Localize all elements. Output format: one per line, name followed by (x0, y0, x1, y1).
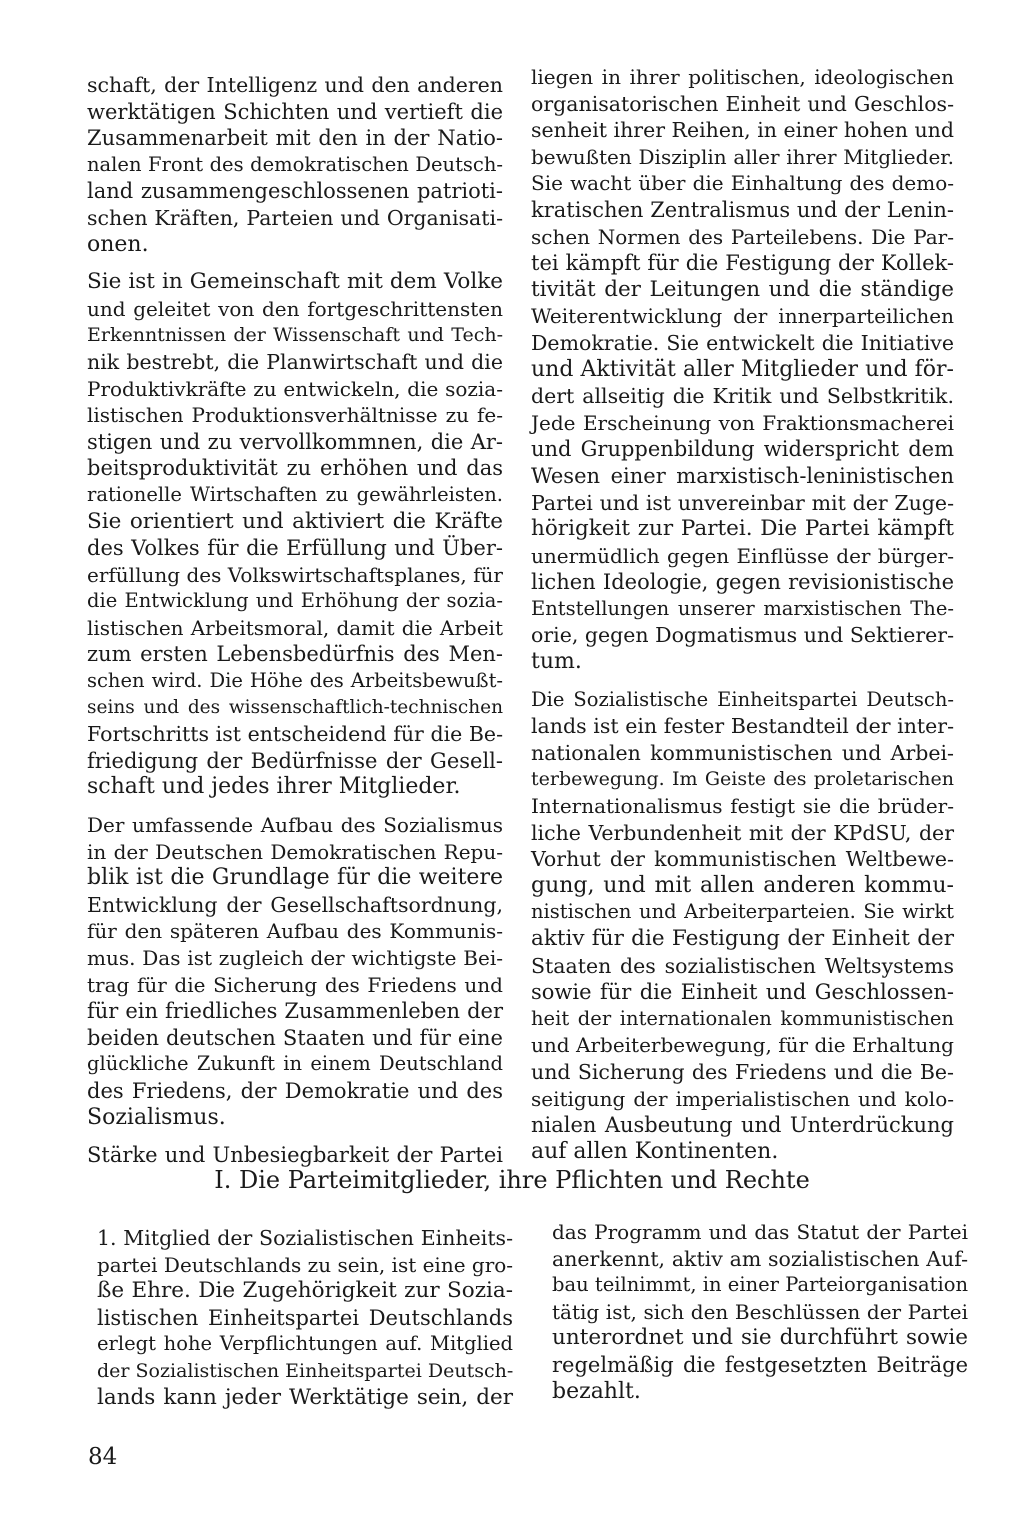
text-line: bewußten Disziplin aller ihrer Mitglieder. (531, 144, 954, 169)
text-line: das Programm und das Statut der Partei (552, 1220, 968, 1244)
text-line: bau teilnimmt, in einer Parteiorganisation (552, 1273, 968, 1297)
text-line: für den späteren Aufbau des Kommunis- (87, 919, 503, 944)
text-line: nationalen kommunistischen und Arbei- (531, 740, 954, 765)
text-line: Erkenntnissen der Wissenschaft und Tech- (87, 324, 503, 347)
text-line: friedigung der Bedürfnisse der Gesell- (87, 748, 503, 773)
text-line: der Sozialistischen Einheitspartei Deutsch- (97, 1359, 514, 1382)
text-line: Internationalismus festigt sie die brüder- (531, 794, 954, 819)
text-line: glückliche Zukunft in einem Deutschland (87, 1052, 503, 1076)
text-line: auf allen Kontinenten. (531, 1138, 779, 1164)
text-line: mus. Das ist zugleich der wichtigste Bei- (87, 946, 503, 970)
text-line: trag für die Sicherung des Friedens und (87, 972, 503, 997)
text-line: 1. Mitglied der Sozialistischen Einheits- (97, 1226, 513, 1250)
text-line: land zusammengeschlossenen patrioti- (87, 179, 503, 204)
text-line: Die Sozialistische Einheitspartei Deutsch- (531, 687, 954, 711)
text-line: schen wird. Die Höhe des Arbeitsbewußt- (87, 669, 503, 693)
text-line: Entstellungen unserer marxistischen The- (531, 596, 954, 620)
text-line: und Sicherung des Friedens und die Be- (531, 1059, 954, 1084)
text-line: beiden deutschen Staaten und für eine (87, 1025, 503, 1050)
text-line: unermüdlich gegen Einflüsse der bürger- (531, 543, 954, 568)
text-line: rationelle Wirtschaften zu gewährleisten. (87, 482, 503, 506)
text-line: orie, gegen Dogmatismus und Sektierer- (531, 623, 954, 648)
text-line: Zusammenarbeit mit den in der Natio- (87, 126, 503, 151)
text-line: erlegt hohe Verpflichtungen auf. Mitglied (97, 1332, 513, 1356)
text-line: und Aktivität aller Mitglieder und för- (531, 356, 954, 382)
text-line: werktätigen Schichten und vertieft die (87, 99, 503, 124)
text-line: Demokratie. Sie entwickelt die Initiative (531, 330, 954, 355)
text-line: tivität der Leitungen und die ständige (531, 276, 954, 302)
text-line: schaft und jedes ihrer Mitglieder. (87, 774, 461, 800)
text-line: sowie für die Einheit und Geschlossen- (531, 980, 954, 1005)
text-line: und Arbeiterbewegung, für die Erhaltung (531, 1033, 954, 1058)
lower-right-column (552, 1219, 968, 1405)
text-line: tätig ist, sich den Beschlüssen der Partei (552, 1299, 968, 1324)
text-line: in der Deutschen Demokratischen Repu- (87, 839, 503, 864)
text-line: des Volkes für die Erfüllung und Über- (87, 536, 503, 561)
text-line: Stärke und Unbesiegbarkeit der Partei (87, 1143, 503, 1168)
text-line: tei kämpft für die Festigung der Kollek- (531, 251, 954, 276)
text-line: Jede Erscheinung von Fraktionsmacherei (531, 410, 954, 435)
text-line: Partei und ist unvereinbar mit der Zuge- (531, 490, 954, 515)
text-line: lands kann jeder Werktätige sein, der (97, 1384, 513, 1410)
text-line: aktiv für die Festigung der Einheit der (531, 926, 954, 951)
lower-left-column (97, 1225, 513, 1411)
text-line: hörigkeit zur Partei. Die Partei kämpft (531, 516, 954, 542)
text-line: listischen Produktionsverhältnisse zu fe- (87, 403, 503, 428)
section-heading: I. Die Parteimitglieder, ihre Pflichten und Rechte (214, 1166, 810, 1194)
text-line: Wesen einer marxistisch-leninistischen (531, 463, 954, 488)
text-line: tum. (531, 649, 582, 675)
text-line: die Entwicklung und Erhöhung der sozia- (87, 589, 503, 613)
paragraph (552, 1219, 968, 1405)
upper-right-column (531, 64, 954, 1165)
text-line: lichen Ideologie, gegen revisionistische (531, 570, 954, 595)
upper-left-column (87, 72, 503, 1169)
text-line: listischen Einheitspartei Deutschlands (97, 1305, 513, 1330)
text-line: erfüllung des Volkswirtschaftsplanes, für (87, 562, 503, 587)
text-line: nik bestrebt, die Planwirtschaft und die (87, 349, 503, 374)
text-line: organisatorischen Einheit und Geschlos- (531, 91, 954, 116)
text-line: heit der internationalen kommunistischen (531, 1006, 954, 1030)
text-line: lands ist ein fester Bestandteil der inter- (531, 714, 954, 739)
text-line: beitsproduktivität zu erhöhen und das (87, 456, 503, 481)
text-line: Produktivkräfte zu entwickeln, die sozia- (87, 376, 503, 401)
text-line: zum ersten Lebensbedürfnis des Men- (87, 642, 503, 667)
paragraph (531, 687, 954, 1166)
text-line: anerkennt, aktiv am sozialistischen Auf- (552, 1246, 968, 1271)
text-line: Sozialismus. (87, 1104, 226, 1130)
text-line: des Friedens, der Demokratie und des (87, 1078, 503, 1103)
text-line: gung, und mit allen anderen kommu- (531, 872, 954, 898)
text-line: und Gruppenbildung widerspricht dem (531, 437, 954, 462)
text-line: schen Normen des Parteilebens. Die Par- (531, 224, 954, 249)
text-line: Sie wacht über die Einhaltung des demo- (531, 171, 954, 196)
text-line: schaft, der Intelligenz und den anderen (87, 73, 503, 97)
text-line: und geleitet von den fortgeschrittensten (87, 296, 503, 321)
page-number: 84 (88, 1444, 118, 1470)
paragraph (87, 269, 503, 801)
text-line: schen Kräften, Parteien und Organisati- (87, 205, 503, 230)
paragraph (87, 72, 503, 258)
text-line: nialen Ausbeutung und Unterdrückung (531, 1113, 954, 1138)
text-line: Vorhut der kommunistischen Weltbewe- (531, 847, 954, 872)
text-line: Fortschritts ist entscheidend für die Be- (87, 722, 503, 747)
text-line: listischen Arbeitsmoral, damit die Arbeit (87, 615, 503, 640)
paragraph (87, 812, 503, 1131)
text-line: seitigung der imperialistischen und kolo- (531, 1086, 954, 1111)
text-line: Staaten des sozialistischen Weltsystems (531, 953, 954, 978)
text-line: bezahlt. (552, 1378, 641, 1404)
text-line: partei Deutschlands zu sein, ist eine gro- (97, 1252, 514, 1277)
text-line: ße Ehre. Die Zugehörigkeit zur Sozia- (97, 1278, 513, 1304)
text-line: senheit ihrer Reihen, in einer hohen und (531, 118, 954, 143)
text-line: dert allseitig die Kritik und Selbstkritik. (531, 384, 954, 409)
text-line: terbewegung. Im Geiste des proletarischen (531, 768, 954, 791)
text-line: seins und des wissenschaftlich-technischen (87, 696, 503, 718)
paragraph (531, 64, 954, 676)
text-line: regelmäßig die festgesetzten Beiträge (552, 1352, 968, 1377)
text-line: liegen in ihrer politischen, ideologischen (531, 65, 954, 89)
text-line: Sie orientiert und aktiviert die Kräfte (87, 508, 503, 534)
text-line: Weiterentwicklung der innerparteilichen (531, 304, 954, 329)
text-line: kratischen Zentralismus und der Lenin- (531, 197, 954, 222)
paragraph (97, 1225, 513, 1411)
text-line: Der umfassende Aufbau des Sozialismus (87, 813, 503, 838)
text-line: für ein friedliches Zusammenleben der (87, 999, 503, 1024)
text-line: Entwicklung der Gesellschaftsordnung, (87, 892, 503, 917)
text-line: blik ist die Grundlage für die weitere (87, 865, 503, 891)
text-line: Sie ist in Gemeinschaft mit dem Volke (87, 269, 503, 295)
text-line: nistischen und Arbeiterparteien. Sie wirkt (531, 900, 954, 924)
text-line: onen. (87, 231, 149, 257)
text-line: stigen und zu vervollkommnen, die Ar- (87, 429, 503, 454)
text-line: liche Verbundenheit mit der KPdSU, der (531, 820, 954, 845)
text-line: unterordnet und sie durchführt sowie (552, 1325, 968, 1351)
text-line: nalen Front des demokratischen Deutsch- (87, 152, 503, 176)
